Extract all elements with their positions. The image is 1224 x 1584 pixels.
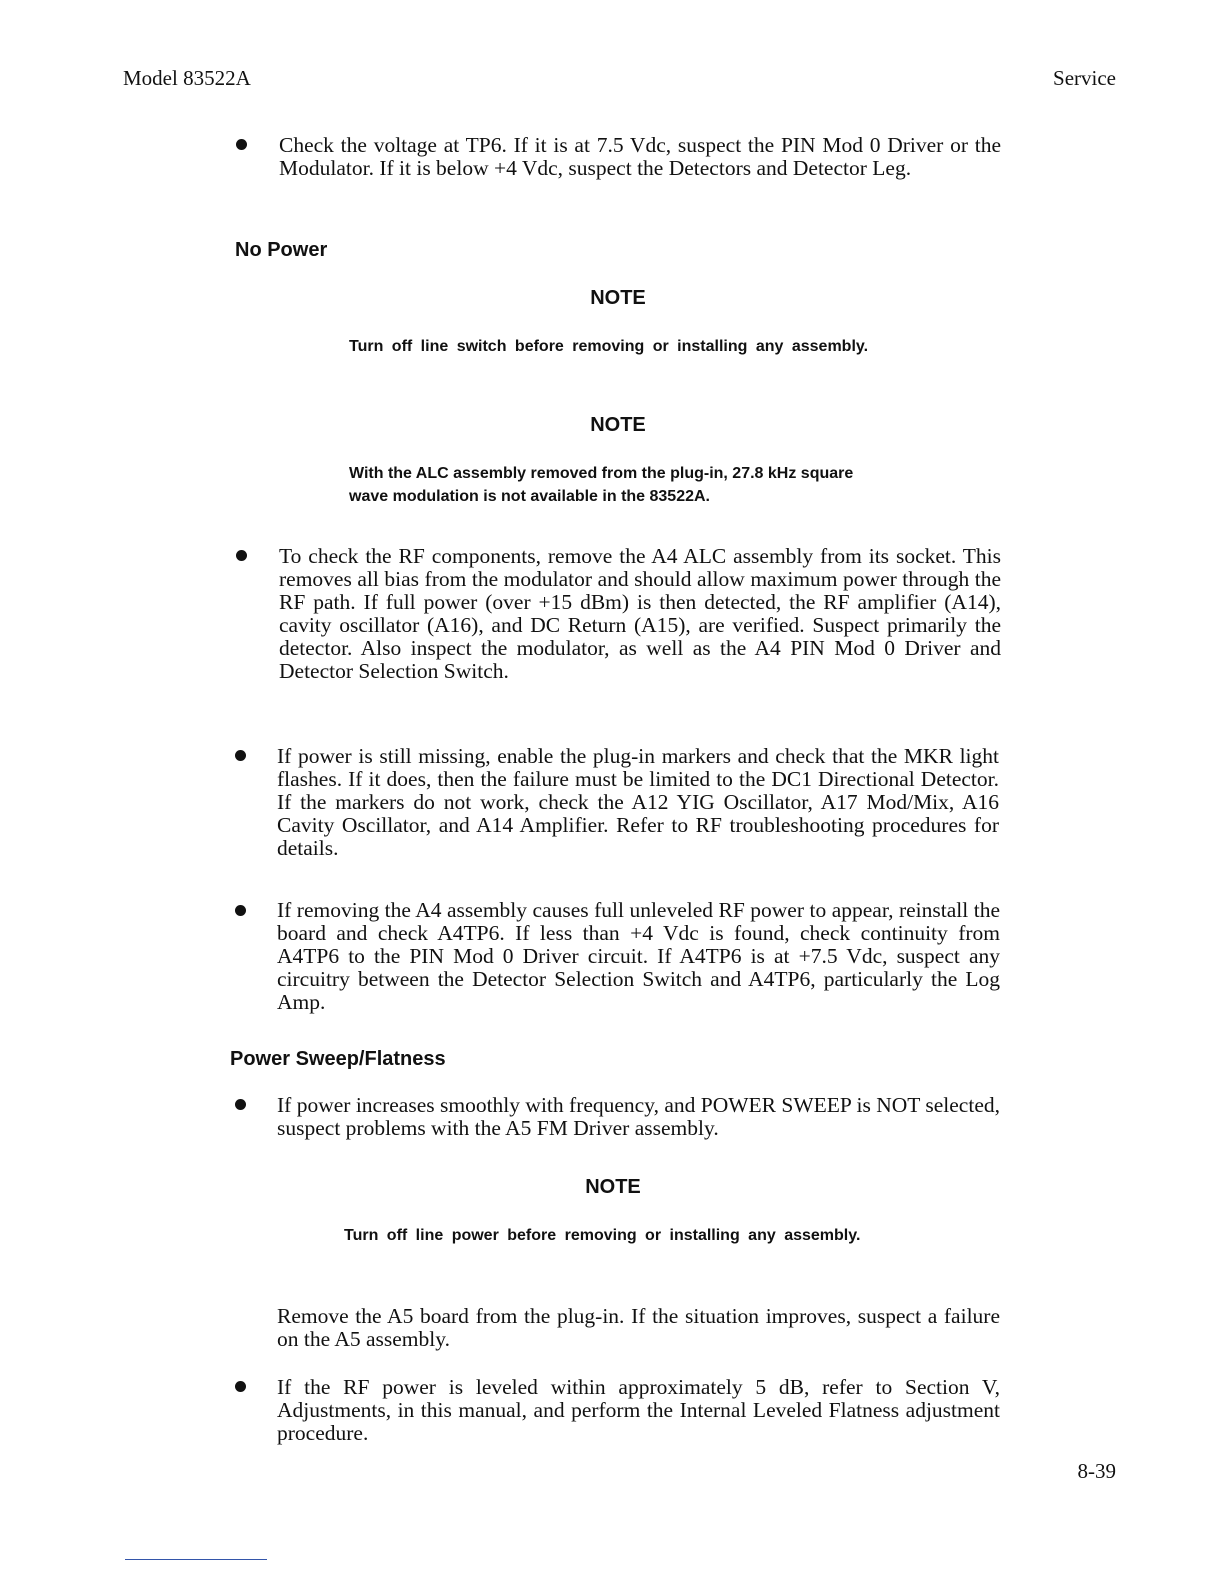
heading-power-sweep-flatness: Power Sweep/Flatness — [230, 1048, 446, 1070]
paragraph-power-increases: If power increases smoothly with frequency, and POWER SWEEP is NOT selected, suspect problems with the A5 FM Driver assembly. — [277, 1093, 1000, 1140]
note-text-line-switch: Turn off line switch before removing or installing any assembly. — [349, 338, 869, 355]
paragraph-rf-leveled: If the RF power is leveled within approximately 5 dB, refer to Section V, Adjustments, in this manual, and perform the Internal Leveled Flatness adjustment procedure. — [277, 1375, 1000, 1445]
note-text-alc-assembly: With the ALC assembly removed from the plug-in, 27.8 kHz square wave modulation is not available in the 83522A. — [349, 465, 854, 505]
paragraph-rf-components: To check the RF components, remove the A4 ALC assembly from its socket. This removes all bias from the modulator and should allow maximum power through the RF path. If full power (over +15 dBm) is then detected, the RF amplifier (A14), cavity oscillator (A16), and DC Return (A15), are verified. Suspect primarily the detector. Also inspect the modulator, as well as the A4 PIN Mod 0 Driver and Detector Selection Switch. — [279, 544, 1001, 683]
paragraph-power-missing: If power is still missing, enable the plug-in markers and check that the MKR light flashes. If it does, then the failure must be limited to the DC1 Directional Detector. If the markers do not work, check the A12 YIG Oscillator, A17 Mod/Mix, A16 Cavity Oscillator, and A14 Amplifier. Refer to RF troubleshooting procedures for details. — [277, 744, 999, 860]
note-title: NOTE — [590, 287, 646, 309]
paragraph-removing-a4: If removing the A4 assembly causes full unleveled RF power to appear, reinstall the board and check A4TP6. If less than +4 Vdc is found, check continuity from A4TP6 to the PIN Mod 0 Driver circuit. If A4TP6 is at +7.5 Vdc, suspect any circuitry between the Detector Selection Switch and A4TP6, particularly the Log Amp. — [277, 898, 1000, 1014]
header-section: Service — [1053, 66, 1116, 90]
header-model: Model 83522A — [123, 66, 251, 90]
bottom-divider — [125, 1559, 267, 1560]
paragraph-remove-a5: Remove the A5 board from the plug-in. If the situation improves, suspect a failure on the A5 assembly. — [277, 1304, 1000, 1351]
bullet-icon — [235, 1099, 246, 1110]
note-text-line-power: Turn off line power before removing or installing any assembly. — [344, 1227, 861, 1244]
heading-no-power: No Power — [235, 239, 328, 261]
note-title: NOTE — [590, 414, 646, 436]
paragraph-check-tp6: Check the voltage at TP6. If it is at 7.5 Vdc, suspect the PIN Mod 0 Driver or the Modulator. If it is below +4 Vdc, suspect the Detectors and Detector Leg. — [279, 133, 1001, 180]
page-number: 8-39 — [1077, 1459, 1116, 1483]
bullet-icon — [236, 139, 247, 150]
note-title: NOTE — [585, 1176, 641, 1198]
bullet-icon — [235, 905, 246, 916]
bullet-icon — [236, 550, 247, 561]
bullet-icon — [235, 1381, 246, 1392]
bullet-icon — [235, 750, 246, 761]
